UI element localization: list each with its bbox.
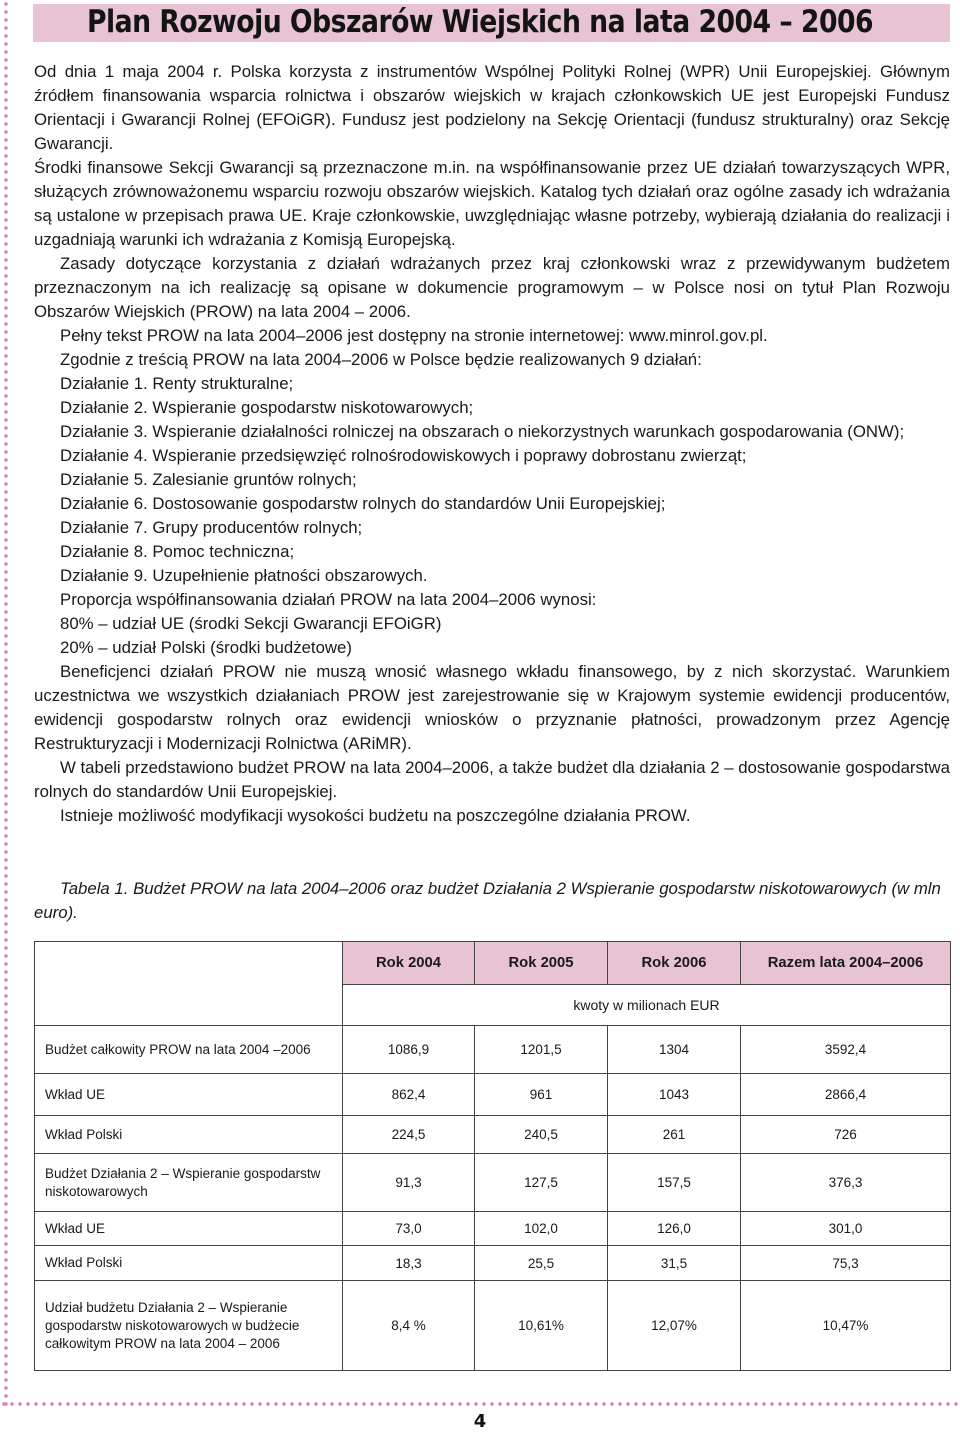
table-row (35, 1074, 951, 1116)
paragraph: Pełny tekst PROW na lata 2004–2006 jest dostępny na stronie internetowej: www.minrol.gov.pl. (60, 326, 768, 345)
cell-value: 126,0 (608, 1212, 741, 1246)
list-item: 80% – udział UE (środki Sekcji Gwarancji EFOiGR) (60, 614, 442, 633)
cell-value: 102,0 (475, 1212, 608, 1246)
unit-label: kwoty w milionach EUR (343, 985, 951, 1026)
table-row (35, 1116, 951, 1154)
list-item: Działanie 2. Wspieranie gospodarstw niskotowarowych; (60, 398, 474, 417)
paragraph: Zasady dotyczące korzystania z działań wdrażanych przez kraj członkowski wraz z przewidywanym budżetem przeznaczonym na ich realizację są opisane w dokumencie programowym – w Polsce nosi on tytuł Plan Rozwoju Obszarów Wiejskich (PROW) na lata 2004 – 2006. (34, 254, 950, 321)
bottom-dotted-border (0, 1400, 960, 1408)
cell-value: 301,0 (741, 1212, 951, 1246)
table-corner-cell (35, 942, 343, 1026)
row-label: Budżet całkowity PROW na lata 2004 –2006 (35, 1026, 343, 1074)
paragraph: Proporcja współfinansowania działań PROW na lata 2004–2006 wynosi: (60, 590, 597, 609)
row-label: Budżet Działania 2 – Wspieranie gospodarstw niskotowarowych (35, 1154, 343, 1212)
cell-value: 961 (475, 1074, 608, 1116)
page-number: 4 (473, 1411, 487, 1432)
list-item: Działanie 6. Dostosowanie gospodarstw rolnych do standardów Unii Europejskiej; (60, 494, 666, 513)
cell-value: 127,5 (475, 1154, 608, 1212)
cell-value: 1086,9 (343, 1026, 475, 1074)
cell-value: 3592,4 (741, 1026, 951, 1074)
cell-value: 31,5 (608, 1246, 741, 1281)
list-item: 20% – udział Polski (środki budżetowe) (60, 638, 352, 657)
list-item: Działanie 5. Zalesianie gruntów rolnych; (60, 470, 357, 489)
list-item: Działanie 4. Wspieranie przedsięwzięć rolnośrodowiskowych i poprawy dobrostanu zwierząt; (60, 446, 747, 465)
cell-value: 240,5 (475, 1116, 608, 1154)
row-label: Udział budżetu Działania 2 – Wspieranie gospodarstw niskotowarowych w budżecie całkowitym PROW na lata 2004 – 2006 (35, 1281, 343, 1371)
table-row (35, 1154, 951, 1212)
cell-value: 1304 (608, 1026, 741, 1074)
budget-table (34, 941, 951, 1371)
column-header: Rok 2005 (475, 942, 608, 985)
cell-value: 25,5 (475, 1246, 608, 1281)
row-label: Wkład UE (35, 1074, 343, 1116)
cell-value: 862,4 (343, 1074, 475, 1116)
paragraph: W tabeli przedstawiono budżet PROW na lata 2004–2006, a także budżet dla działania 2 – dostosowanie gospodarstwa rolnych do standardów Unii Europejskiej. (34, 758, 950, 801)
cell-value: 2866,4 (741, 1074, 951, 1116)
body-text (34, 60, 950, 828)
list-item: Działanie 9. Uzupełnienie płatności obszarowych. (60, 566, 428, 585)
cell-value: 261 (608, 1116, 741, 1154)
cell-value: 224,5 (343, 1116, 475, 1154)
cell-value: 18,3 (343, 1246, 475, 1281)
cell-value: 91,3 (343, 1154, 475, 1212)
cell-value: 75,3 (741, 1246, 951, 1281)
column-header: Rok 2004 (343, 942, 475, 985)
cell-value: 12,07% (608, 1281, 741, 1371)
table-row (35, 1026, 951, 1074)
paragraph: Od dnia 1 maja 2004 r. Polska korzysta z instrumentów Wspólnej Polityki Rolnej (WPR) Unii Europejskiej. Głównym źródłem finansowania wsparcia rolnictwa i obszarów wiejskich w krajach członkowskich UE jest Europejski Fundusz Orientacji i Gwarancji Rolnej (EFOiGR). Fundusz jest podzielony na Sekcję Orientacji (fundusz strukturalny) oraz Sekcję Gwarancji. (34, 62, 950, 153)
list-item: Działanie 1. Renty strukturalne; (60, 374, 294, 393)
cell-value: 726 (741, 1116, 951, 1154)
table-header-row (35, 942, 951, 985)
cell-value: 8,4 % (343, 1281, 475, 1371)
row-label: Wkład Polski (35, 1246, 343, 1281)
paragraph: Zgodnie z treścią PROW na lata 2004–2006 w Polsce będzie realizowanych 9 działań: (60, 350, 702, 369)
left-dotted-border (3, 0, 9, 1410)
table-row (35, 1246, 951, 1281)
cell-value: 10,47% (741, 1281, 951, 1371)
paragraph: Istnieje możliwość modyfikacji wysokości budżetu na poszczególne działania PROW. (60, 806, 691, 825)
paragraph: Beneficjenci działań PROW nie muszą wnosić własnego wkładu finansowego, by z nich skorzystać. Warunkiem uczestnictwa we wszystkich działaniach PROW jest zarejestrowanie się w Krajowym systemie ewidencji producentów, ewidencji gospodarstw rolnych oraz ewidencji wniosków o przyznanie płatności, prowadzonym przez Agencję Restrukturyzacji i Modernizacji Rolnictwa (ARiMR). (34, 662, 950, 753)
column-header: Razem lata 2004–2006 (741, 942, 951, 985)
cell-value: 10,61% (475, 1281, 608, 1371)
table-row (35, 1281, 951, 1371)
list-item: Działanie 7. Grupy producentów rolnych; (60, 518, 363, 537)
paragraph: Środki finansowe Sekcji Gwarancji są przeznaczone m.in. na współfinansowanie przez UE działań towarzyszących WPR, służących zrównoważonemu wsparciu rozwoju obszarów wiejskich. Katalog tych działań oraz ogólne zasady ich wdrażania są ustalone w przepisach prawa UE. Kraje członkowskie, uwzględniając własne potrzeby, wybierają działania do realizacji i uzgadniają warunki ich wdrażania z Komisją Europejską. (34, 158, 950, 249)
cell-value: 1201,5 (475, 1026, 608, 1074)
table-caption (34, 877, 950, 925)
cell-value: 157,5 (608, 1154, 741, 1212)
page-title: Plan Rozwoju Obszarów Wiejskich na lata 2004 – 2006 (87, 4, 874, 40)
column-header: Rok 2006 (608, 942, 741, 985)
cell-value: 376,3 (741, 1154, 951, 1212)
table-caption-text: Tabela 1. Budżet PROW na lata 2004–2006 oraz budżet Działania 2 Wspieranie gospodarstw niskotowarowych (w mln euro). (34, 879, 941, 922)
row-label: Wkład Polski (35, 1116, 343, 1154)
list-item: Działanie 3. Wspieranie działalności rolniczej na obszarach o niekorzystnych warunkach gospodarowania (ONW); (60, 422, 905, 441)
list-item: Działanie 8. Pomoc techniczna; (60, 542, 295, 561)
row-label: Wkład UE (35, 1212, 343, 1246)
cell-value: 1043 (608, 1074, 741, 1116)
table-row (35, 1212, 951, 1246)
cell-value: 73,0 (343, 1212, 475, 1246)
